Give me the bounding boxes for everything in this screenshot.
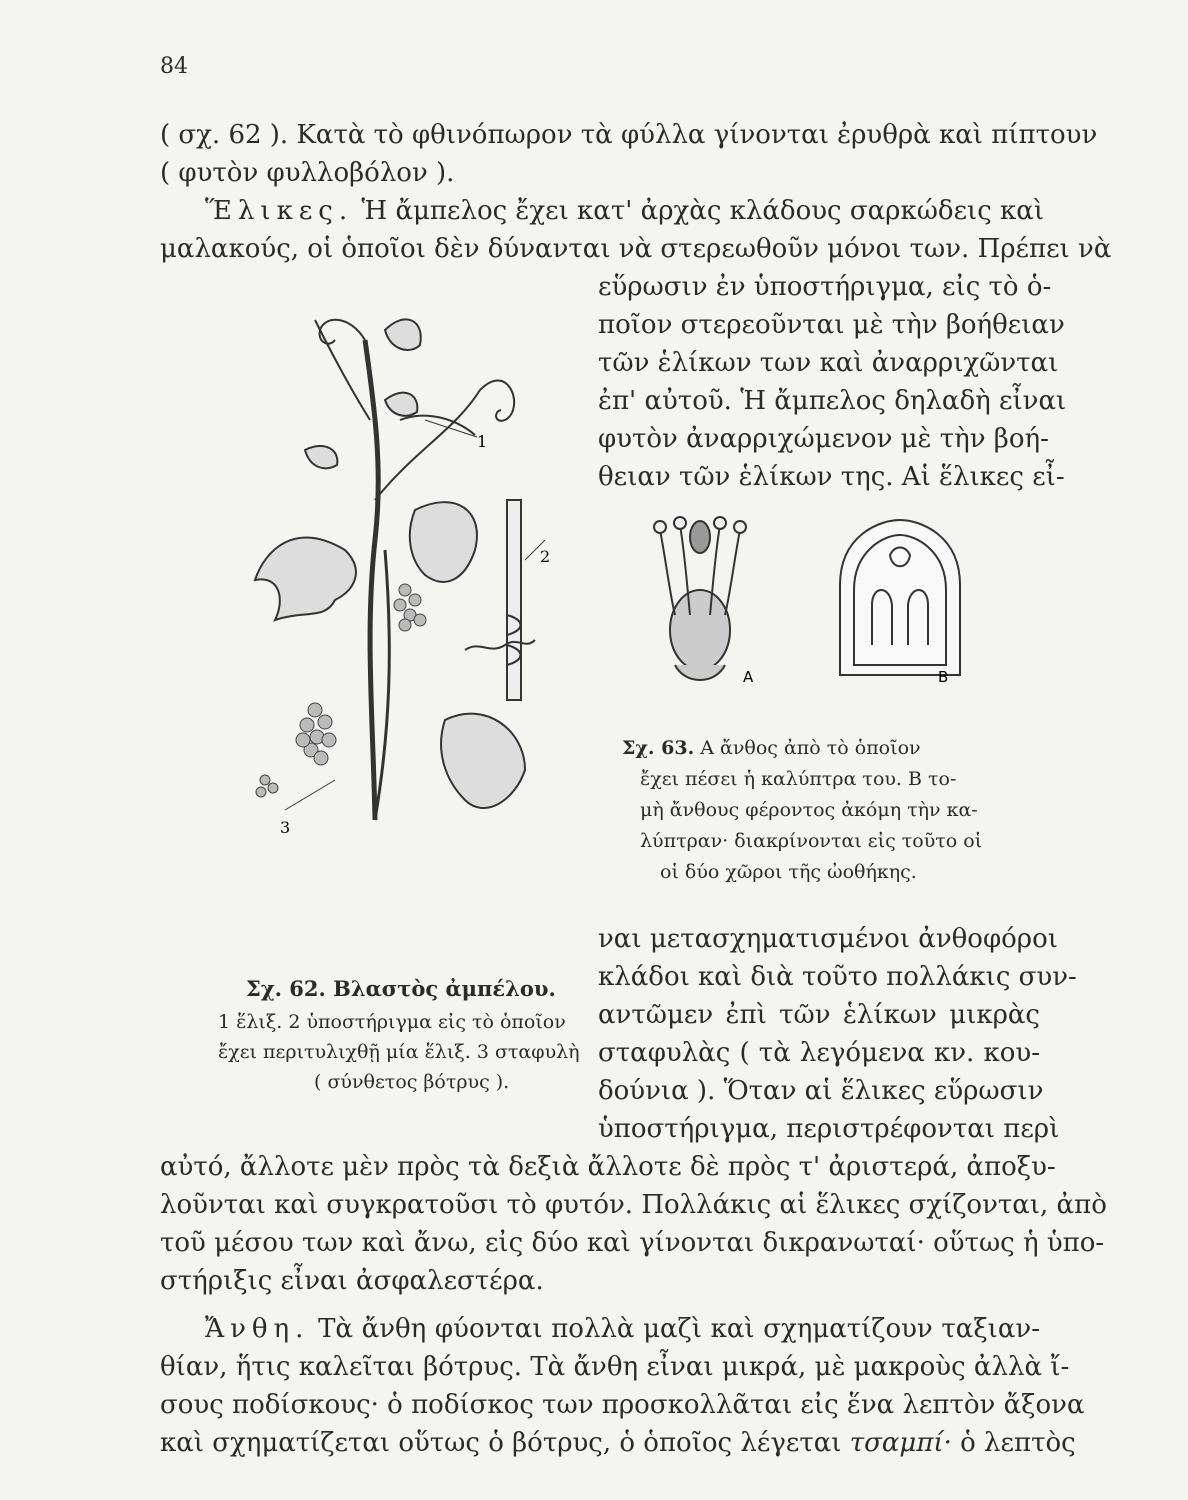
figure-63-caption-line: οἱ δύο χῶροι τῆς ὠοθήκης. bbox=[660, 861, 917, 883]
text-line: ( φυτὸν φυλλοβόλον ). bbox=[160, 158, 455, 188]
text-line: κλάδοι καὶ διὰ τοῦτο πολλάκις συν- bbox=[598, 962, 1077, 992]
text-line: τοῦ μέσου των καὶ ἄνω, εἰς δύο καὶ γίνονται δικρανωταί· οὕτως ἡ ὑπο- bbox=[160, 1228, 1105, 1258]
text-line: ἐπ' αὐτοῦ. Ἡ ἄμπελος δηλαδὴ εἶναι bbox=[598, 386, 1067, 416]
figure-63-caption-line: ἔχει πέσει ἡ καλύπτρα του. B το- bbox=[640, 768, 957, 790]
text-line bbox=[205, 1310, 1040, 1348]
text-line: φυτὸν ἀναρριχώμενον μὲ τὴν βοή- bbox=[598, 424, 1049, 454]
text-span: Ἡ ἄμπελος ἔχει κατ' ἀρχὰς κλάδους σαρκώδεις καὶ bbox=[361, 196, 1045, 226]
figure-62-vine-shoot bbox=[225, 300, 585, 840]
text-line: θίαν, ἥτις καλεῖται βότρυς. Τὰ ἄνθη εἶναι μικρά, μὲ μακροὺς ἀλλὰ ἴ- bbox=[160, 1352, 1070, 1382]
text-line: ( σχ. 62 ). Κατὰ τὸ φθινόπωρον τὰ φύλλα γίνονται ἐρυθρὰ καὶ πίπτουν bbox=[160, 120, 1098, 150]
text-line: ποῖον στερεοῦνται μὲ τὴν βοήθειαν bbox=[598, 310, 1065, 340]
text-span: Τὰ ἄνθη φύονται πολλὰ μαζὶ καὶ σχηματίζουν ταξιαν- bbox=[318, 1314, 1041, 1344]
figure-63-label-a: A bbox=[743, 668, 754, 686]
text-line: στήριξις εἶναι ἀσφαλεστέρα. bbox=[160, 1266, 544, 1296]
italic-term: τσαμπί· bbox=[849, 1428, 952, 1458]
figure-62-caption-line: 1 ἕλιξ. 2 ὑποστήριγμα εἰς τὸ ὁποῖον bbox=[218, 1011, 566, 1033]
figure-62-label-1: 1 bbox=[477, 432, 488, 451]
text-line: σους ποδίσκους· ὁ ποδίσκος των προσκολλᾶται εἰς ἕνα λεπτὸν ἄξονα bbox=[160, 1390, 1085, 1420]
text-line: αὐτό, ἄλλοτε μὲν πρὸς τὰ δεξιὰ ἄλλοτε δὲ πρὸς τ' ἀριστερά, ἀποξυ- bbox=[160, 1152, 1056, 1182]
text-line: αντῶμεν ἐπὶ τῶν ἑλίκων μικρὰς bbox=[598, 1000, 1040, 1030]
text-line: ναι μετασχηματισμένοι ἀνθοφόροι bbox=[598, 924, 1058, 954]
text-line: θειαν τῶν ἑλίκων της. Αἱ ἕλικες εἶ- bbox=[598, 462, 1065, 492]
text-span: ὁ λεπτὸς bbox=[960, 1428, 1076, 1458]
figure-63-caption-line: λύπτραν· διακρίνονται εἰς τοῦτο οἱ bbox=[640, 830, 983, 852]
text-line: δούνια ). Ὅταν αἱ ἕλικες εὕρωσιν bbox=[598, 1076, 1044, 1106]
text-line bbox=[160, 1424, 1076, 1462]
text-line: ὑποστήριγμα, περιστρέφονται περὶ bbox=[598, 1114, 1060, 1144]
text-line: μαλακούς, οἱ ὁποῖοι δὲν δύνανται νὰ στερεωθοῦν μόνοι των. Πρέπει νὰ bbox=[160, 234, 1112, 264]
figure-62-caption-line: ἔχει περιτυλιχθῇ μία ἕλιξ. 3 σταφυλὴ bbox=[218, 1041, 580, 1063]
figure-63-caption-line: μὴ ἄνθους φέροντος ἀκόμη τὴν κα- bbox=[640, 799, 978, 821]
figure-63-label-b: B bbox=[938, 668, 949, 686]
text-line: σταφυλὰς ( τὰ λεγόμενα κν. κου- bbox=[598, 1038, 1040, 1068]
figure-63-caption-title: Σχ. 63. bbox=[622, 737, 695, 759]
text-line: λοῦνται καὶ συγκρατοῦσι τὸ φυτόν. Πολλάκις αἱ ἕλικες σχίζονται, ἀπὸ bbox=[160, 1190, 1107, 1220]
figure-62-caption-line: ( σύνθετος βότρυς ). bbox=[314, 1071, 510, 1093]
figure-62-caption-title: Σχ. 62. Βλαστὸς ἀμπέλου. bbox=[246, 976, 556, 1001]
text-line: τῶν ἑλίκων των καὶ ἀναρριχῶνται bbox=[598, 348, 1059, 378]
caption-text: A ἄνθος ἀπὸ τὸ ὁποῖον bbox=[700, 737, 921, 759]
figure-62-label-3: 3 bbox=[280, 818, 291, 837]
text-line bbox=[205, 192, 1045, 230]
page-number: 84 bbox=[160, 54, 188, 79]
section-heading-elikes: Ἕλικες. bbox=[205, 196, 354, 226]
figure-62-label-2: 2 bbox=[540, 547, 551, 566]
section-heading-anthi: Ἄνθη. bbox=[205, 1314, 310, 1344]
text-line: εὕρωσιν ἐν ὑποστήριγμα, εἰς τὸ ὁ- bbox=[598, 272, 1052, 302]
figure-63-caption-line bbox=[622, 734, 921, 763]
text-span: καὶ σχηματίζεται οὕτως ὁ βότρυς, ὁ ὁποῖος λέγεται bbox=[160, 1428, 842, 1458]
figure-63-flower bbox=[640, 515, 1020, 695]
